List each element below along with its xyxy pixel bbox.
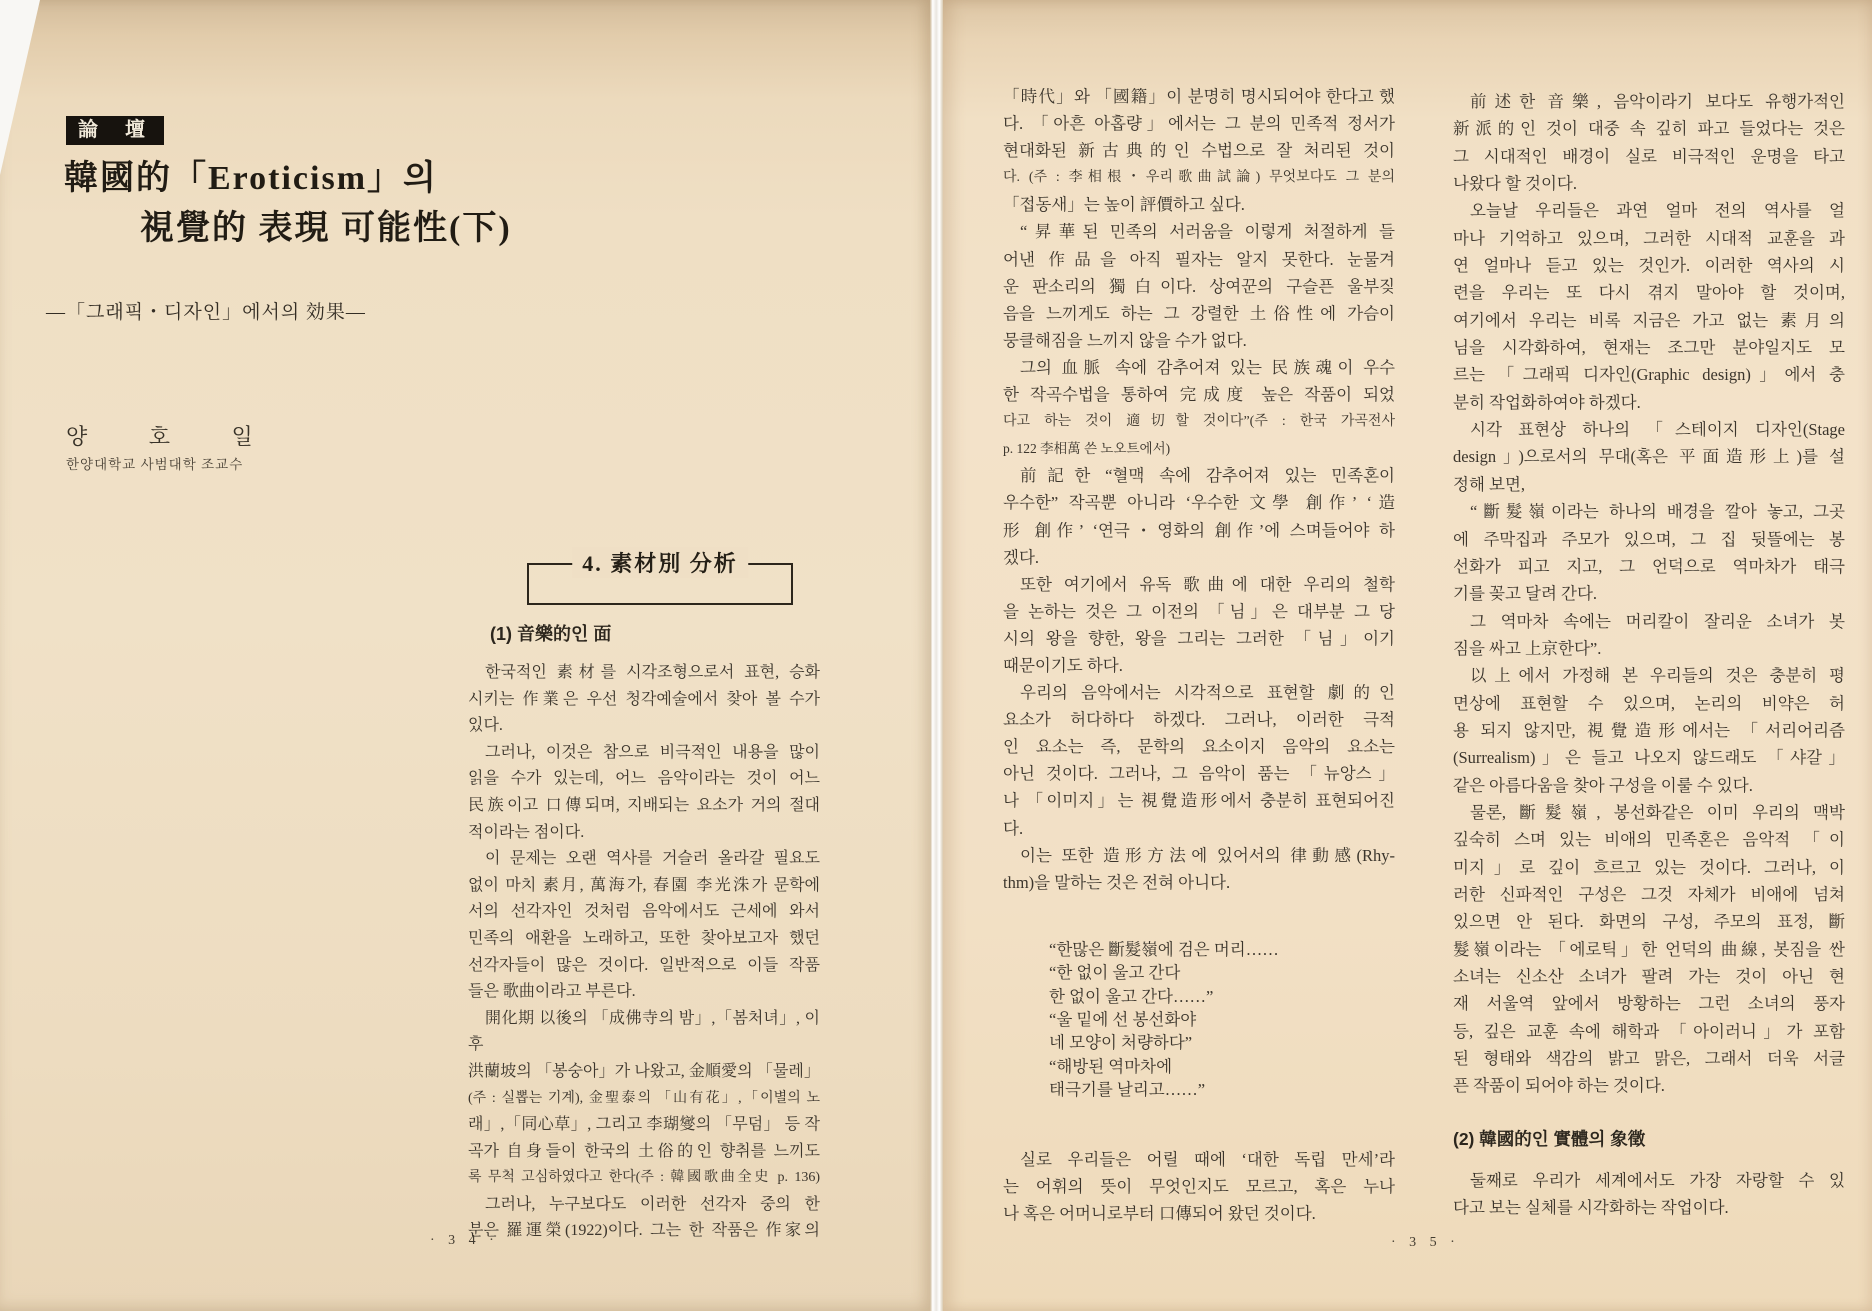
text-line: 등, 깊은 교훈 속에 해학과 「아이러니」가 포함	[1453, 1021, 1845, 1041]
text-line: 민족의 애환을 노래하고, 또한 찾아보고자 했던	[468, 929, 820, 947]
text-line: 그 시대적인 배경이 실로 비극적인 운명을 타고	[1453, 146, 1845, 166]
text-line: 그러나, 누구보다도 이러한 선각자 중의 한	[485, 1195, 820, 1213]
text-line: 뭉클해짐을 느끼지 않을 수가 없다.	[1003, 330, 1247, 350]
forum-section-badge: 論 壇	[66, 116, 164, 145]
text-line: “한많은 斷髮嶺에 검은 머리……	[1049, 939, 1279, 959]
text-line: 둘째로 우리가 세계에서도 가장 자랑할 수 있	[1470, 1171, 1845, 1191]
text-line: 겠다.	[1003, 547, 1040, 567]
text-line: 여기에서 우리는 비록 지금은 가고 없는 素月의	[1453, 310, 1845, 330]
text-line: 이는 또한 造形方法에 있어서의 律動感(Rhy-	[1020, 845, 1395, 865]
right-page-column-left	[1003, 83, 1395, 1227]
text-line: 깊숙히 스며 있는 비애의 민족혼은 음악적 「이	[1453, 830, 1845, 850]
text-line: 그러나, 이것은 참으로 비극적인 내용을 많이	[485, 743, 820, 761]
text-line: 다. 「아흔 아홉량」에서는 그 분의 민족적 정서가	[1003, 114, 1395, 134]
text-line: “울 밑에 선 봉선화야	[1049, 1010, 1197, 1030]
text-line: 한 작곡수법을 통하여 完成度 높은 작품이 되었	[1003, 385, 1395, 405]
text-line: 마나 기억하고 있으며, 그러한 시대적 교훈을 과	[1453, 228, 1845, 248]
text-line: 다. (주 : 李相根・우리歌曲試論) 무엇보다도 그 분의	[1003, 170, 1395, 186]
text-line: “해방된 역마차에	[1049, 1056, 1173, 1076]
text-line: 분히 작업화하여야 하겠다.	[1453, 392, 1641, 412]
text-line: p. 122 李相萬 쓴 노오트에서)	[1003, 441, 1171, 457]
text-line: 선화가 피고 지고, 그 언덕으로 역마차가 태극	[1453, 556, 1845, 576]
article-title-line-2: 視覺的 表現 可能性(下)	[140, 210, 512, 247]
text-line: 는 어휘의 뜻이 무엇인지도 모르고, 혹은 누나	[1003, 1176, 1395, 1196]
text-line: 또한 여기에서 유독 歌曲에 대한 우리의 철학	[1020, 574, 1395, 594]
text-line: 재 서울역 앞에서 방황하는 그런 소녀의 풍자	[1453, 994, 1845, 1014]
text-line: 선각자들이 많은 것이다. 일반적으로 이들 작품	[468, 956, 820, 974]
text-line: 적이라는 점이다.	[468, 823, 585, 841]
right-page-column-right	[1453, 88, 1845, 1222]
text-line: 시의 왕을 향한, 왕을 그리는 그러한 「님」이기	[1003, 628, 1395, 648]
text-line: 읽을 수가 있는데, 어느 음악이라는 것이 어느	[468, 770, 820, 788]
page-left	[0, 0, 930, 1311]
text-line: 네 모양이 처량하다”	[1049, 1033, 1193, 1053]
text-line: 러한 신파적인 구성은 그것 자체가 비애에 넘쳐	[1453, 884, 1845, 904]
text-line: 록 무척 고심하였다고 한다(주 : 韓國歌曲全史 p. 136)	[468, 1170, 820, 1186]
text-line: 인 요소는 즉, 문학의 요소이지 음악의 요소는	[1003, 737, 1395, 757]
text-line: 나 「이미지」는 視覺造形에서 충분히 표현되어진	[1003, 791, 1395, 811]
author-affiliation: 한양대학교 사범대학 조교수	[66, 457, 244, 472]
page-right	[943, 0, 1872, 1311]
text-line: 그의 血脈 속에 감추어져 있는 民族魂이 우수	[1020, 357, 1395, 377]
text-line: 開化期 以後의 「成佛寺의 밤」,「봄처녀」, 이후	[468, 1009, 820, 1054]
text-line: 우리의 음악에서는 시각적으로 표현할 劇的인	[1020, 683, 1395, 703]
text-line: design」)으로서의 무대(혹은 平面造形上)를 설	[1453, 447, 1845, 467]
text-line: 前述한 音樂, 음악이라기 보다도 유행가적인	[1470, 92, 1845, 111]
text-line: 님을 시각화하여, 현재는 조그만 분야일지도 모	[1453, 338, 1845, 358]
text-line: 운 판소리의 獨白이다. 상여꾼의 구슬픈 울부짖	[1003, 276, 1395, 296]
text-line: 들은 歌曲이라고 부른다.	[468, 983, 636, 1001]
text-line: 서의 선각자인 것처럼 음악에서도 근세에 와서	[468, 903, 820, 921]
text-line: “斷髮嶺이라는 하나의 배경을 깔아 놓고, 그곳	[1470, 502, 1845, 522]
text-line: 다.	[1003, 818, 1024, 838]
scan-corner-wedge	[0, 0, 40, 175]
section-heading-box	[527, 551, 793, 605]
text-line: 어낸 作品을 아직 필자는 알지 못한다. 눈물겨	[1003, 249, 1395, 269]
text-line: 이 문제는 오랜 역사를 거슬러 올라갈 필요도	[485, 850, 820, 868]
text-line: 분은 羅運榮(1922)이다. 그는 한 작품은 作家의	[468, 1222, 820, 1240]
text-line: 한국적인 素材를 시각조형으로서 표현, 승화	[485, 664, 820, 681]
text-line: 以上에서 가정해 본 우리들의 것은 충분히 평	[1470, 666, 1845, 686]
text-line: 래」,「同心草」, 그리고 李瑚燮의 「무덤」 등 작	[468, 1116, 820, 1134]
text-line: 시키는 作業은 우선 청각예술에서 찾아 볼 수가	[468, 690, 820, 708]
text-line: 미지」로 깊이 흐르고 있는 것이다. 그러나, 이	[1453, 857, 1845, 877]
text-line: 음을 느끼게도 하는 그 강렬한 土俗性에 가슴이	[1003, 303, 1395, 323]
text-line: 洪蘭坡의 「봉숭아」가 나왔고, 金順愛의 「물레」	[468, 1062, 820, 1080]
text-line: 形 創作’ ‘연극・영화의 創作’에 스며들어야 하	[1003, 520, 1395, 540]
text-line: 아닌 것이다. 그러나, 그 음악이 품는 「뉴앙스」	[1003, 764, 1395, 784]
text-line: 물론, 斷髮嶺, 봉선화같은 이미 우리의 맥박	[1470, 802, 1845, 822]
text-line: 그 역마차 속에는 머리칼이 잘리운 소녀가 봇	[1470, 611, 1845, 631]
text-line: (주 : 실뽑는 기계), 金聖泰의 「山有花」,「이별의 노	[468, 1090, 820, 1106]
text-line: 용 되지 않지만, 視覺造形에서는 「서리어리즘	[1453, 720, 1845, 740]
text-line: 民族이고 口傳되며, 지배되는 요소가 거의 절대	[468, 796, 820, 814]
text-line: 나 혹은 어머니로부터 口傳되어 왔던 것이다.	[1003, 1203, 1316, 1223]
text-line: (Surrealism)」은 들고 나오지 않드래도 「샤갈」	[1453, 748, 1845, 768]
text-line: 르는 「그래픽 디자인(Graphic design)」에서 충	[1453, 365, 1845, 385]
page-gutter	[930, 0, 943, 1311]
text-line: 있으면 안 된다. 화면의 구성, 주모의 표정, 斷	[1453, 912, 1845, 932]
text-line: “昇華된 민족의 서러움을 이렇게 처절하게 들	[1020, 222, 1395, 242]
text-line: 면상에 표현할 수 있으며, 논리의 비약은 허	[1453, 693, 1845, 713]
text-line: 정해 보면,	[1453, 474, 1526, 494]
text-line: 시각 표현상 하나의 「스테이지 디자인(Stage	[1470, 420, 1845, 440]
body-column-left-page	[468, 660, 820, 1245]
text-line: 前記한 “혈맥 속에 감추어져 있는 민족혼이	[1020, 466, 1395, 486]
text-line: 연 얼마나 듣고 있는 것인가. 이러한 역사의 시	[1453, 256, 1845, 276]
author-name: 양 호 일	[66, 424, 253, 449]
text-line: 련을 우리는 또 다시 겪지 말아야 할 것이며,	[1453, 283, 1845, 303]
text-line: 을 논하는 것은 그 이전의 「님」은 대부분 그 당	[1003, 601, 1395, 621]
text-line: (2) 韓國的인 實體의 象徵	[1453, 1128, 1646, 1149]
text-line: 픈 작품이 되어야 하는 것이다.	[1453, 1076, 1665, 1096]
text-line: 같은 아름다움을 찾아 구성을 이룰 수 있다.	[1453, 775, 1753, 795]
text-line: 있다.	[468, 717, 503, 735]
text-line: 곡가 自身들이 한국의 土俗的인 향취를 느끼도	[468, 1142, 820, 1160]
text-line: 실로 우리들은 어릴 때에 ‘대한 독립 만세’라	[1020, 1149, 1395, 1169]
article-subtitle: —「그래픽・디자인」에서의 効果—	[46, 302, 366, 323]
subsection-heading-1: (1) 音樂的인 面	[490, 624, 612, 644]
page-number-right: · 3 5 ·	[1391, 1235, 1460, 1250]
text-line: 다고 보는 실체를 시각화하는 작업이다.	[1453, 1198, 1729, 1218]
text-line: 현대화된 新古典的인 수법으로 잘 처리된 것이	[1003, 141, 1395, 161]
text-line: 오늘날 우리들은 과연 얼마 전의 역사를 얼	[1470, 201, 1845, 221]
text-line: 新派的인 것이 대중 속 깊히 파고 들었다는 것은	[1453, 119, 1845, 139]
page-number-left: · 3 4 ·	[430, 1233, 499, 1248]
text-line: 에 주막집과 주모가 있으며, 그 집 뒷뜰에는 봉	[1453, 529, 1845, 549]
text-line: 우수한” 작곡뿐 아니라 ‘우수한 文學 創作’ ‘造	[1003, 493, 1395, 513]
text-line: 「時代」와 「國籍」이 분명히 명시되어야 한다고 했	[1003, 87, 1395, 106]
text-line: 태극기를 날리고……”	[1049, 1080, 1206, 1100]
text-line: 다고 하는 것이 適切할 것이다”(주 : 한국 가곡전사	[1003, 414, 1395, 430]
text-line: “한 없이 울고 간다	[1049, 963, 1181, 983]
text-line: 나왔다 할 것이다.	[1453, 174, 1577, 194]
text-line: 때문이기도 하다.	[1003, 655, 1123, 675]
text-line: 「접동새」는 높이 評價하고 싶다.	[1003, 195, 1245, 215]
text-line: 짐을 싸고 上京한다”.	[1453, 638, 1602, 658]
text-line: 기를 꽂고 달려 간다.	[1453, 584, 1598, 604]
article-title-line-1: 韓國的「Eroticism」의	[64, 160, 438, 197]
text-line: 한 없이 울고 간다……”	[1049, 986, 1214, 1006]
text-line: 없이 마치 素月, 萬海가, 春園 李光洙가 문학에	[468, 876, 820, 894]
text-line: 髮嶺이라는 「에로틱」한 언덕의 曲線, 봇짐을 싼	[1453, 939, 1845, 959]
text-line: 요소가 허다하다 하겠다. 그러나, 이러한 극적	[1003, 710, 1395, 730]
section-heading: 4. 素材別 分析	[572, 547, 748, 578]
text-line: 된 형태와 색감의 밝고 맑은, 그래서 더욱 서글	[1453, 1049, 1845, 1069]
text-line: thm)을 말하는 것은 전혀 아니다.	[1003, 872, 1231, 892]
text-line: 소녀는 신소산 소녀가 팔려 가는 것이 아닌 현	[1453, 967, 1845, 986]
